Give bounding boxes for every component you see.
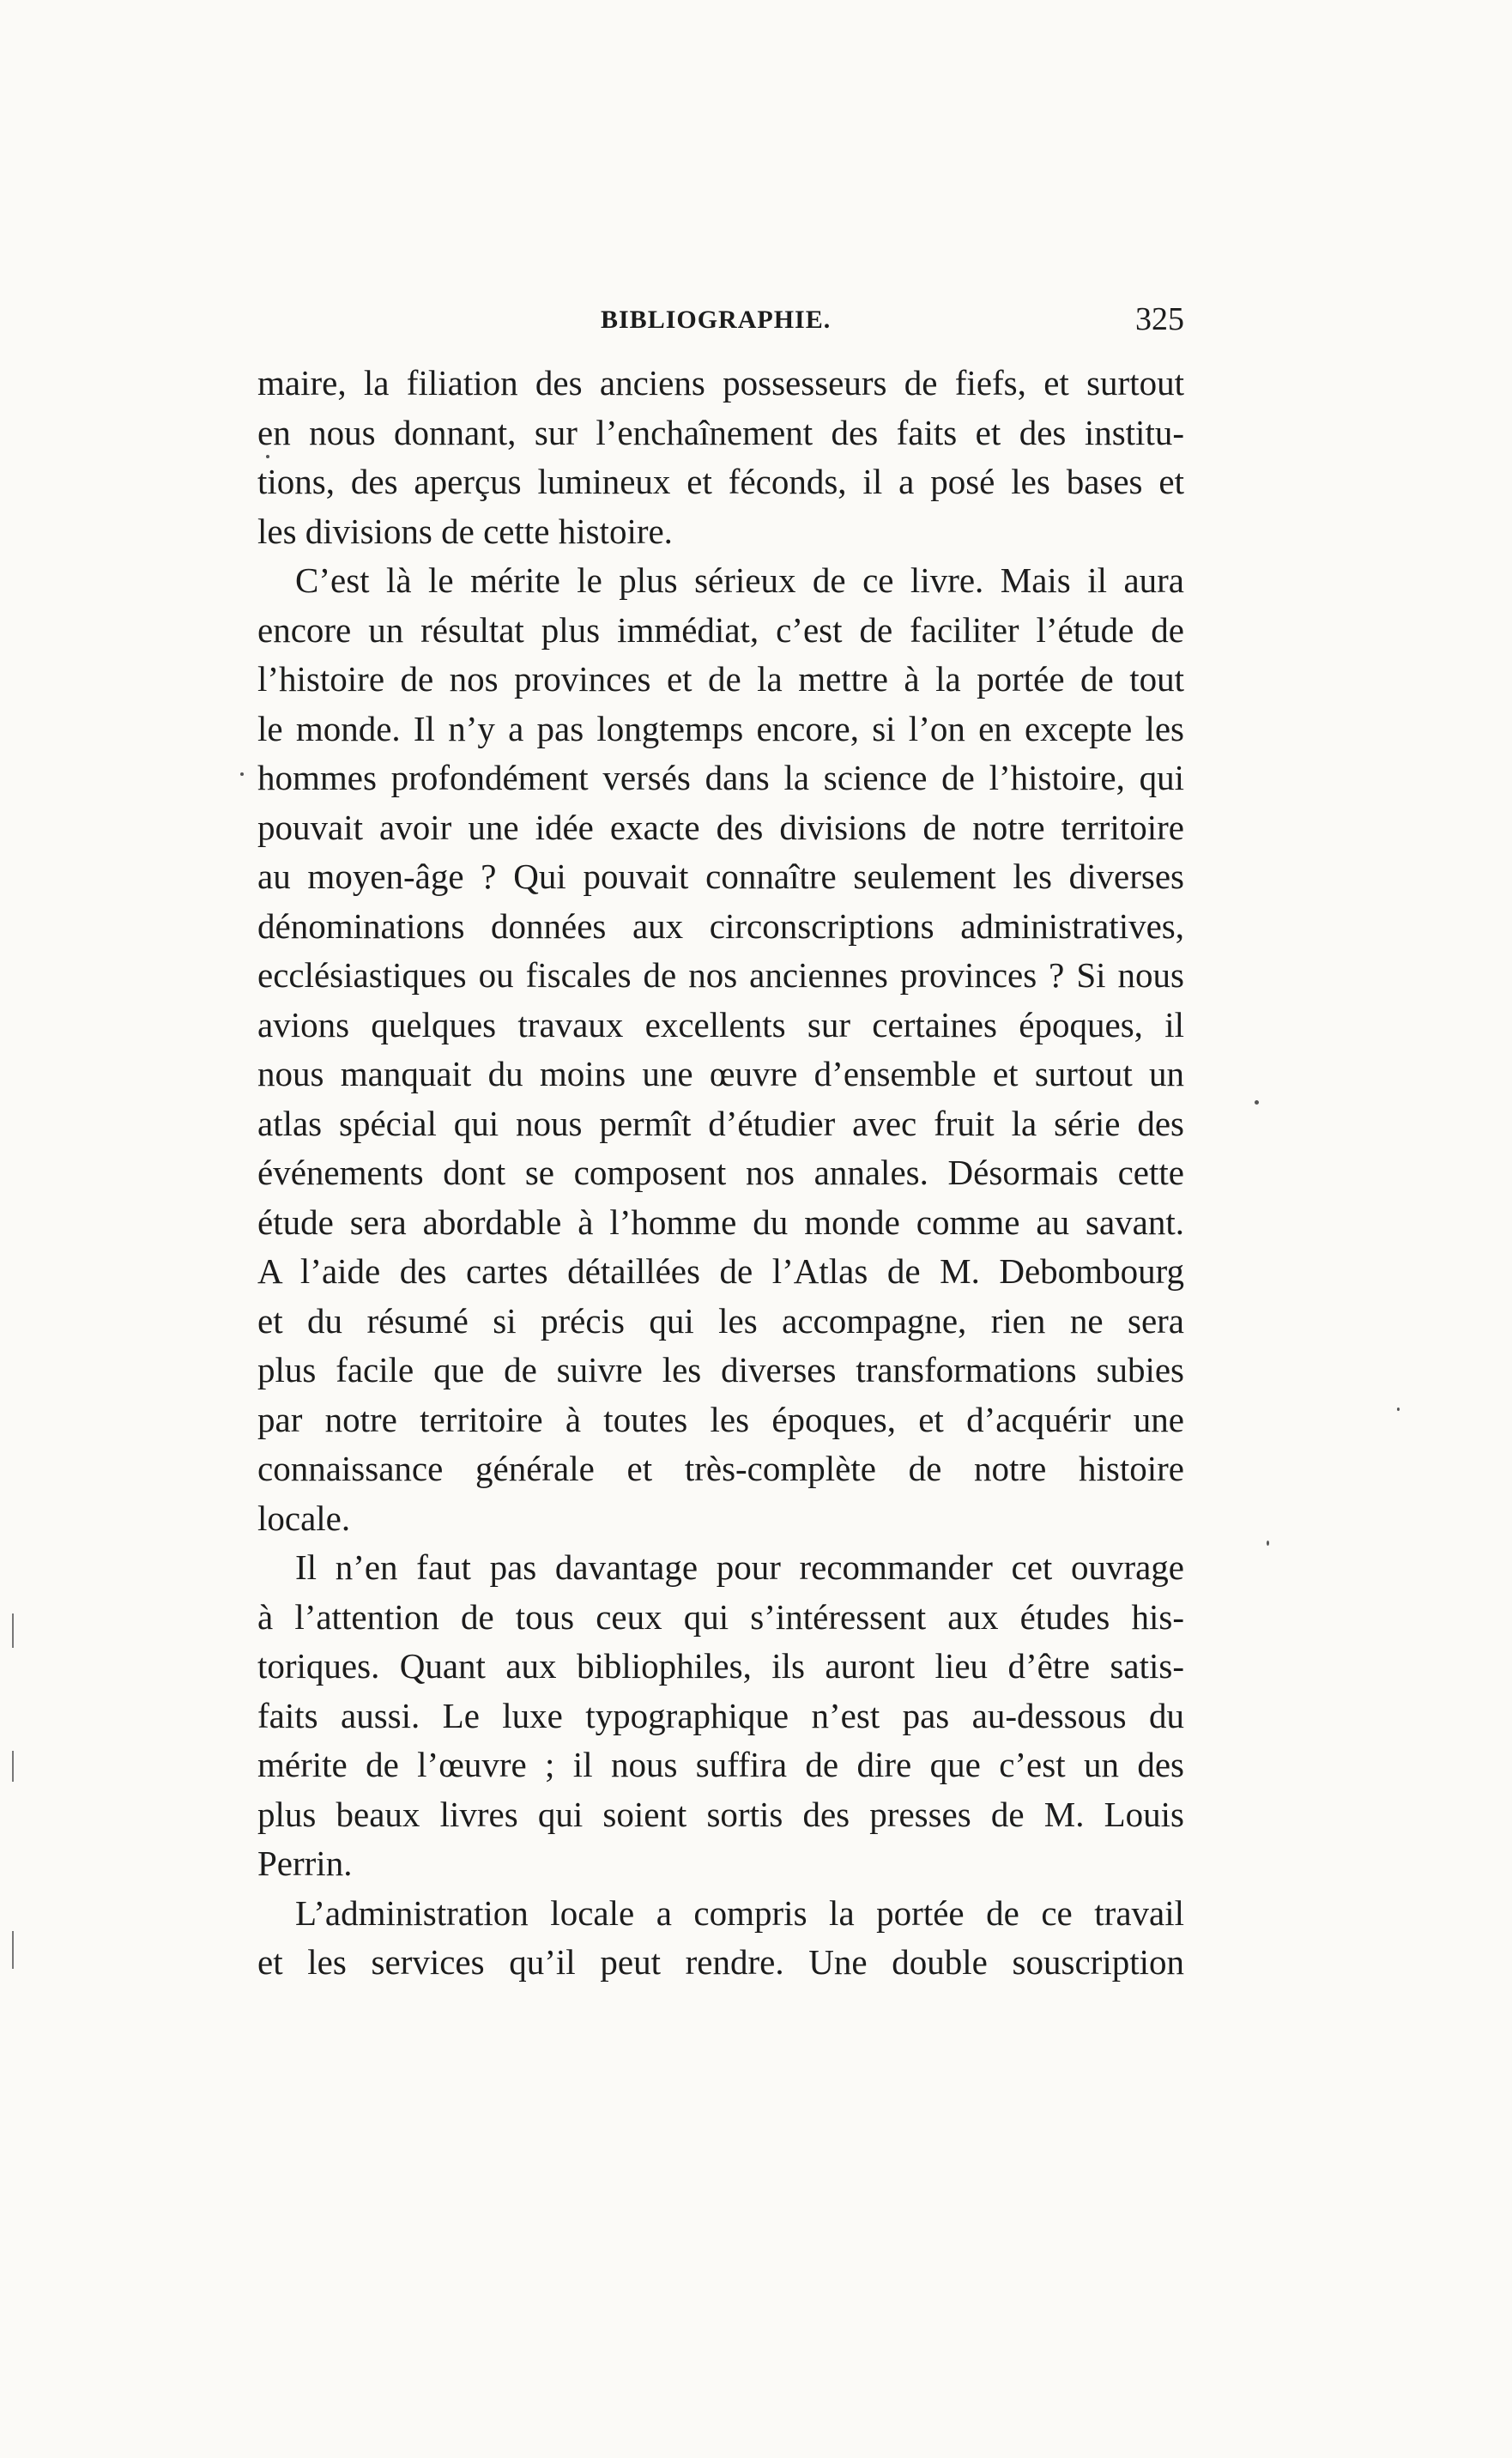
text-line: et du résumé si précis qui les accompagne, rien ne sera xyxy=(257,1300,1184,1341)
text-line: ecclésiastiques ou fiscales de nos anciennes provinces ? Si nous xyxy=(257,955,1184,995)
scan-speck xyxy=(1255,1100,1259,1105)
scan-edge-mark xyxy=(12,1751,14,1782)
running-head xyxy=(257,300,1184,343)
text-line: événements dont se composent nos annales. Désormais cette xyxy=(257,1153,1184,1192)
text-line: mérite de l’œuvre ; il nous suffira de dire que c’est un des xyxy=(257,1745,1184,1784)
text-line: en nous donnant, sur l’enchaînement des faits et des institu- xyxy=(257,412,1184,452)
text-line: à l’attention de tous ceux qui s’intéressent aux études his- xyxy=(257,1596,1184,1637)
text-line: Perrin. xyxy=(257,1844,353,1883)
scan-edge-mark xyxy=(12,1613,14,1648)
text-line: tions, des aperçus lumineux et féconds, il a posé les bases et xyxy=(257,462,1184,501)
scan-speck xyxy=(1267,1541,1269,1546)
text-line: le monde. Il n’y a pas longtemps encore, si l’on en excepte les xyxy=(257,708,1184,748)
text-line: faits aussi. Le luxe typographique n’est pas au-dessous du xyxy=(257,1695,1184,1735)
text-line: pouvait avoir une idée exacte des divisions de notre territoire xyxy=(257,807,1184,847)
body-text xyxy=(257,359,1184,1988)
text-line: atlas spécial qui nous permît d’étudier avec fruit la série des xyxy=(257,1103,1184,1143)
text-line: locale. xyxy=(257,1498,351,1538)
text-line: avions quelques travaux excellents sur certaines époques, il xyxy=(257,1004,1184,1044)
text-line: dénominations données aux circonscriptions administratives, xyxy=(257,905,1184,946)
text-line: L’administration locale a compris la portée de ce travail xyxy=(295,1892,1184,1933)
scan-speck xyxy=(1397,1408,1400,1411)
text-line: maire, la filiation des anciens possesseurs de fiefs, et surtout xyxy=(257,363,1184,403)
text-line: hommes profondément versés dans la science de l’histoire, qui xyxy=(257,758,1184,797)
text-line: Il n’en faut pas davantage pour recommander cet ouvrage xyxy=(295,1547,1184,1587)
text-line: les divisions de cette histoire. xyxy=(257,511,673,551)
text-line: nous manquait du moins une œuvre d’ensemble et surtout un xyxy=(257,1054,1184,1093)
text-line: au moyen-âge ? Qui pouvait connaître seulement les diverses xyxy=(257,857,1184,896)
header-title: BIBLIOGRAPHIE. xyxy=(601,306,832,334)
text-line: connaissance générale et très-complète de notre histoire xyxy=(257,1449,1184,1488)
text-line: étude sera abordable à l’homme du monde comme au savant. xyxy=(257,1202,1184,1242)
text-line: A l’aide des cartes détaillées de l’Atlas de M. Debombourg xyxy=(257,1251,1184,1291)
text-line: plus beaux livres qui soient sortis des presses de M. Louis xyxy=(257,1794,1184,1834)
scan-edge-mark xyxy=(12,1931,14,1969)
text-line: encore un résultat plus immédiat, c’est de faciliter l’étude de xyxy=(257,609,1184,650)
text-line: plus facile que de suivre les diverses transformations subies xyxy=(257,1350,1184,1389)
text-line: par notre territoire à toutes les époques, et d’acquérir une xyxy=(257,1399,1184,1439)
page-number: 325 xyxy=(1135,301,1184,337)
scan-speck xyxy=(266,455,269,458)
text-line: C’est là le mérite le plus sérieux de ce livre. Mais il aura xyxy=(295,560,1184,600)
scan-speck xyxy=(240,772,244,776)
text-line: et les services qu’il peut rendre. Une double souscription xyxy=(257,1942,1184,1982)
text-line: l’histoire de nos provinces et de la mettre à la portée de tout xyxy=(257,659,1184,699)
text-line: toriques. Quant aux bibliophiles, ils auront lieu d’être satis- xyxy=(257,1646,1184,1686)
